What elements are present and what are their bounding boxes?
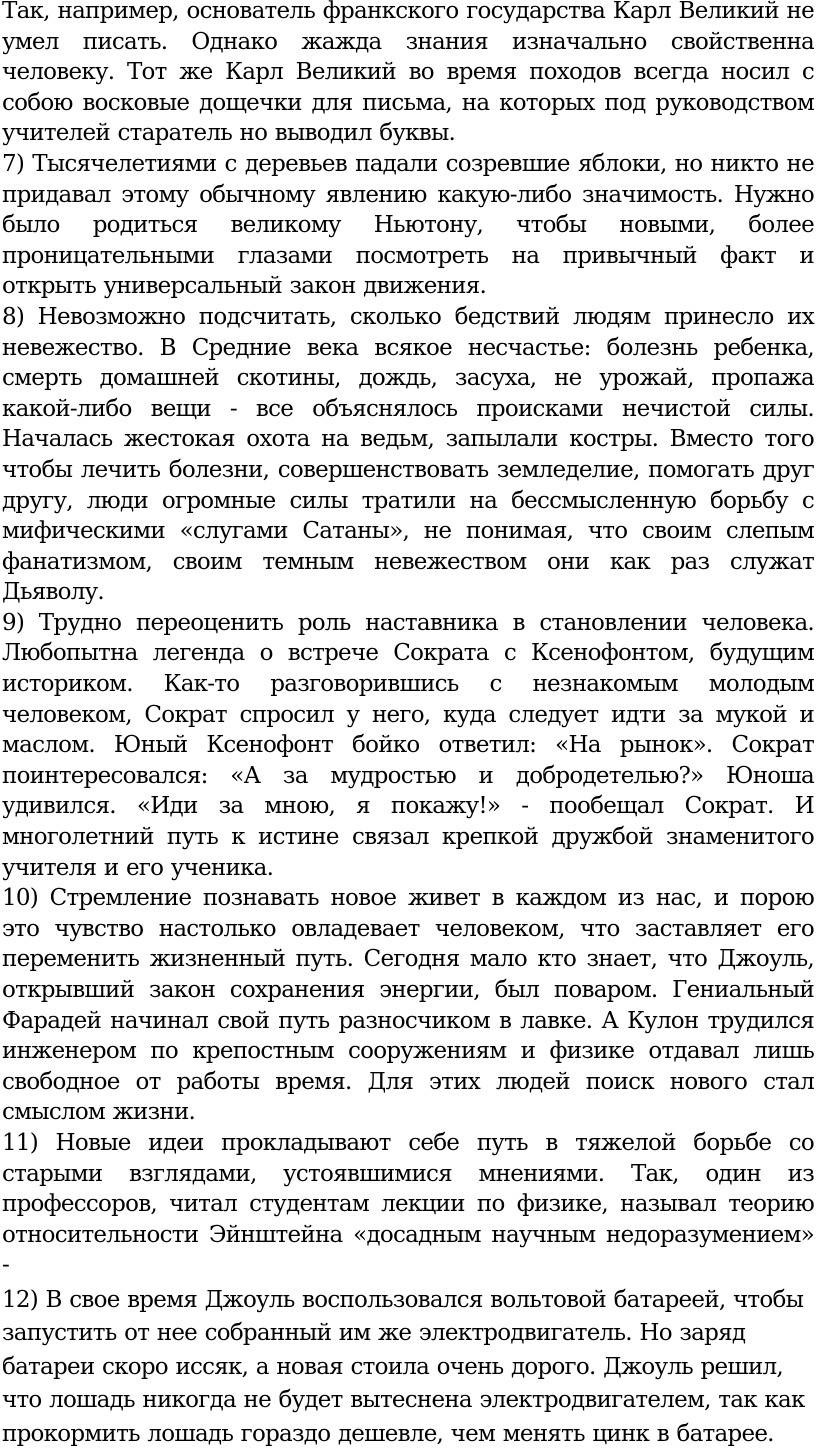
paragraph-10: 10) Стремление познавать новое живет в каждом из нас, и порою это чувство настолько овладевает человеком, что заставляет его переменить жизненный путь. Сегодня мало кто знает, что Джоуль, открывший закон сохранения энергии, был поваром. Гениальный Фарадей начинал свой путь разносчиком в лавке. А Кулон трудился инженером по крепостным сооружениям и физике отдавал лишь свободное от работы время. Для этих людей поиск нового стал смыслом жизни.: [2, 885, 814, 1126]
paragraph-11: 11) Новые идеи прокладывают себе путь в тяжелой борьбе со старыми взглядами, устоявшимися мнениями. Так, один из профессоров, читал студентам лекции по физике, называл теорию относительности Эйнштейна «досадным научным недоразумением» -: [2, 1129, 814, 1279]
paragraph-12: 12) В свое время Джоуль воспользовался вольтовой батареей, чтобы запустить от нее собранный им же электродвигатель. Но заряд батареи скоро иссяк, а новая стоила очень дорого. Джоуль решил, что лошадь никогда не будет вытеснена электродвигателем, так как прокормить лошадь гораздо дешевле, чем менять цинк в батарее.: [2, 1286, 805, 1447]
paragraph-8: 8) Невозможно подсчитать, сколько бедствий людям принесло их невежество. В Средние века всякое несчастье: болезнь ребенка, смерть домашней скотины, дождь, засуха, не урожай, пропажа какой-либо вещи - все объяснялось происками нечистой силы. Началась жестокая охота на ведьм, запылали костры. Вместо того чтобы лечить болезни, совершенствовать земледелие, помогать друг другу, люди огромные силы тратили на бессмысленную борьбу с мифическими «слугами Сатаны», не понимая, что своим слепым фанатизмом, своим темным невежеством они как раз служат Дьяволу.: [2, 303, 814, 606]
paragraph-7: 7) Тысячелетиями с деревьев падали созревшие яблоки, но никто не придавал этому обычному явлению какую-либо значимость. Нужно было родиться великому Ньютону, чтобы новыми, более проницательными глазами посмотреть на привычный факт и открыть универсальный закон движения.: [2, 150, 814, 300]
paragraph-9: 9) Трудно переоценить роль наставника в становлении человека. Любопытна легенда о встрече Сократа с Ксенофонтом, будущим историком. Как-то разговорившись с незнакомым молодым человеком, Сократ спросил у него, куда следует идти за мукой и маслом. Юный Ксенофонт бойко ответил: «На рынок». Сократ поинтересовался: «А за мудростью и добродетелью?» Юноша удивился. «Иди за мною, я покажу!» - пообещал Сократ. И многолетний путь к истине связал крепкой дружбой знаменитого учителя и его ученика.: [2, 609, 814, 881]
paragraph-karl: Так, например, основатель франкского государства Карл Великий не умел писать. Однако жажда знания изначально свойственна человеку. Тот же Карл Великий во время походов всегда носил с собою восковые дощечки для письма, на которых под руководством учителей старатель но выводил буквы.: [2, 0, 814, 147]
